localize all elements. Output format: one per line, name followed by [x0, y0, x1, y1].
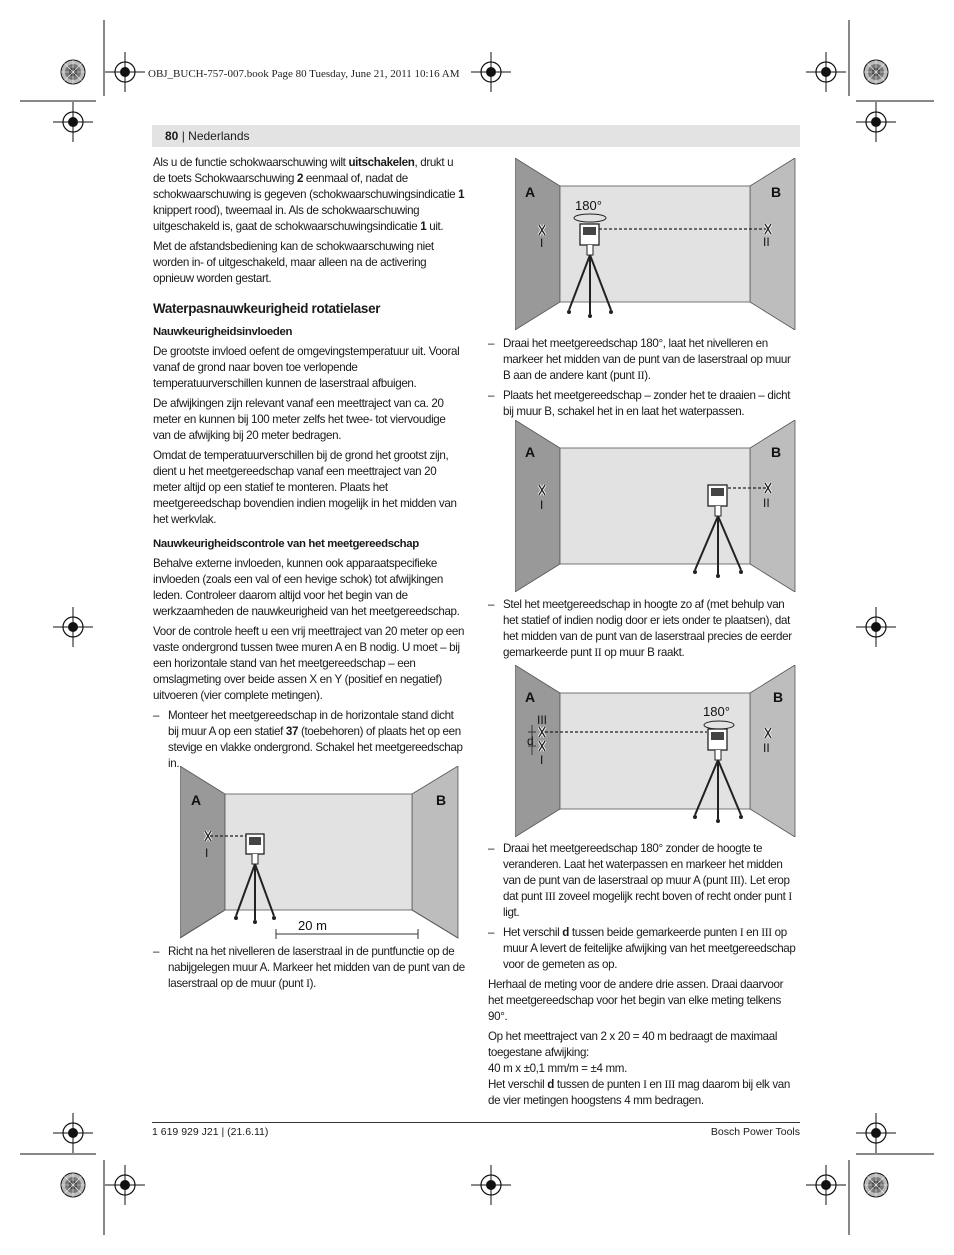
wall-b-label: B: [771, 184, 782, 200]
wall-b-label: B: [771, 444, 782, 460]
paragraph: Op het meettraject van 2 x 20 = 40 m bedraagt de maximaal toegestane afwijking:: [488, 1030, 778, 1059]
point-iii-label: III: [537, 713, 548, 727]
point-i-label: I: [205, 846, 209, 860]
wall-a-label: A: [191, 792, 202, 808]
point-i-label: I: [540, 498, 544, 512]
list-item: – Plaats het meetgereedschap – zonder het te draaien – dicht bij muur B, schakel het in en laat het waterpassen.: [488, 388, 800, 420]
paragraph: De afwijkingen zijn relevant vanaf een meettraject van ca. 20 meter en kunnen bij 100 meter zelfs het twee- tot viervoudige van de afwijking bij 20 meter bedragen.: [153, 397, 446, 442]
subsection-heading: Nauwkeurigheidsinvloeden: [153, 326, 293, 338]
right-column-part1: [488, 336, 800, 424]
paragraph: Het verschil d tussen de punten I en III mag daarom bij elk van de vier metingen hoogstens 4 mm bedragen.: [488, 1078, 791, 1107]
paragraph: Als u de functie schokwaarschuwing wilt uitschakelen, drukt u de toets Schokwaarschuwing 2 eenmaal of, nadat de schokwaarschuwing is gegeven (schokwaarschuwingsindicatie 1 knippert rood), tweemaal in. Als de schokwaarschuwing uitgeschakeld is, gaat de schokwaarschuwingsindicatie 1 uit.: [153, 156, 465, 233]
paragraph: Voor de controle heeft u een vrij meettraject van 20 meter op een vaste ondergrond tussen twee muren A en B nodig. U moet – bij een horizontale stand van het meetgereedschap – een omslagmeting over beide assen X en Y (positief en negatief) uitvoeren (vier complete metingen).: [153, 625, 465, 702]
rotation-angle-label: 180°: [703, 704, 730, 719]
figure-mark-point-iii: [515, 665, 797, 837]
subsection-heading: Nauwkeurigheidscontrole van het meetgereedschap: [153, 538, 419, 550]
list-item: – Richt na het nivelleren de laserstraal in de puntfunctie op de nabijgelegen muur A. Markeer het midden van de punt van de laserstraal op de muur (punt I).: [153, 944, 465, 992]
figure-setup-near-wall-b: [515, 420, 797, 592]
list-item: – Monteer het meetgereedschap in de horizontale stand dicht bij muur A op een statief 37 (toebehoren) of plaats het op een stevige en vlakke ondergrond. Schakel het meetgereedschap in.: [153, 708, 465, 772]
figure-mark-point-ii: [515, 158, 797, 330]
figure-setup-near-wall-a: [180, 766, 460, 942]
point-ii-label: II: [763, 235, 770, 249]
wall-a-label: A: [525, 444, 536, 460]
paragraph: Behalve externe invloeden, kunnen ook apparaatspecifieke invloeden (zoals een val of een hevige schok) tot afwijkingen leden. Controleer daarom altijd voor het begin van de werkzaamheden de nauwkeurigheid van het meetgereedschap.: [153, 557, 460, 618]
paragraph: De grootste invloed oefent de omgevingstemperatuur uit. Vooral vanaf de grond naar boven toe verlopende temperatuurverschillen kunnen de laserstraal afbuigen.: [153, 345, 460, 390]
left-column: [153, 155, 465, 776]
paragraph: 40 m x ±0,1 mm/m = ±4 mm.: [488, 1062, 627, 1075]
difference-d-label: d: [527, 734, 534, 748]
list-item: – Het verschil d tussen beide gemarkeerde punten I en III op muur A levert de feitelijke afwijking van het meetgereedschap voor de gemeten as op.: [488, 925, 800, 973]
list-item: – Stel het meetgereedschap in hoogte zo af (met behulp van het statief of indien nodig door er iets onder te plaatsen), dat het midden van de punt van de laserstraal precies de eerder gemarkeerde punt II op muur B raakt.: [488, 597, 800, 661]
point-ii-label: II: [763, 741, 770, 755]
wall-b-label: B: [773, 689, 784, 705]
footer-doc-number: 1 619 929 J21 | (21.6.11): [152, 1126, 269, 1138]
rotation-angle-label: 180°: [575, 198, 602, 213]
paragraph: Met de afstandsbediening kan de schokwaarschuwing niet worden in- of uitgeschakeld, maar alleen na de activering opnieuw worden gestart.: [153, 240, 434, 285]
wall-a-label: A: [525, 184, 536, 200]
paragraph: Herhaal de meting voor de andere drie assen. Draai daarvoor het meetgereedschap voor het begin van elke meting telkens 90°.: [488, 978, 784, 1023]
footer-rule: [152, 1122, 800, 1123]
point-i-label: I: [540, 753, 544, 767]
wall-b-label: B: [436, 792, 447, 808]
right-column-part2: [488, 597, 800, 665]
page-header: [152, 125, 800, 147]
point-ii-label: II: [763, 496, 770, 510]
print-slug: OBJ_BUCH-757-007.book Page 80 Tuesday, June 21, 2011 10:16 AM: [148, 68, 460, 80]
wall-a-label: A: [525, 689, 536, 705]
left-column-end: [153, 944, 465, 996]
distance-label: 20 m: [298, 918, 327, 933]
section-heading: Waterpasnauwkeurigheid rotatielaser: [153, 301, 381, 316]
right-column-part3: [488, 841, 800, 1113]
paragraph: Omdat de temperatuurverschillen bij de grond het grootst zijn, dient u het meetgereedschap vanaf een meettraject van 20 meter altijd op een statief te monteren. Plaats het meetgereedschap bovendien indien mogelijk in het midden van het werkvlak.: [153, 449, 457, 526]
list-item: – Draai het meetgereedschap 180° zonder de hoogte te veranderen. Laat het waterpassen en markeer het midden van de punt van de laserstraal op muur A (punt III). Let erop dat punt III zoveel mogelijk recht boven of recht onder punt I ligt.: [488, 841, 800, 921]
point-i-label: I: [540, 236, 544, 250]
page-number: 80 | Nederlands: [165, 129, 250, 143]
list-item: – Draai het meetgereedschap 180°, laat het nivelleren en markeer het midden van de punt van de laserstraal op muur B aan de andere kant (punt II).: [488, 336, 800, 384]
footer-brand: Bosch Power Tools: [710, 1126, 800, 1138]
